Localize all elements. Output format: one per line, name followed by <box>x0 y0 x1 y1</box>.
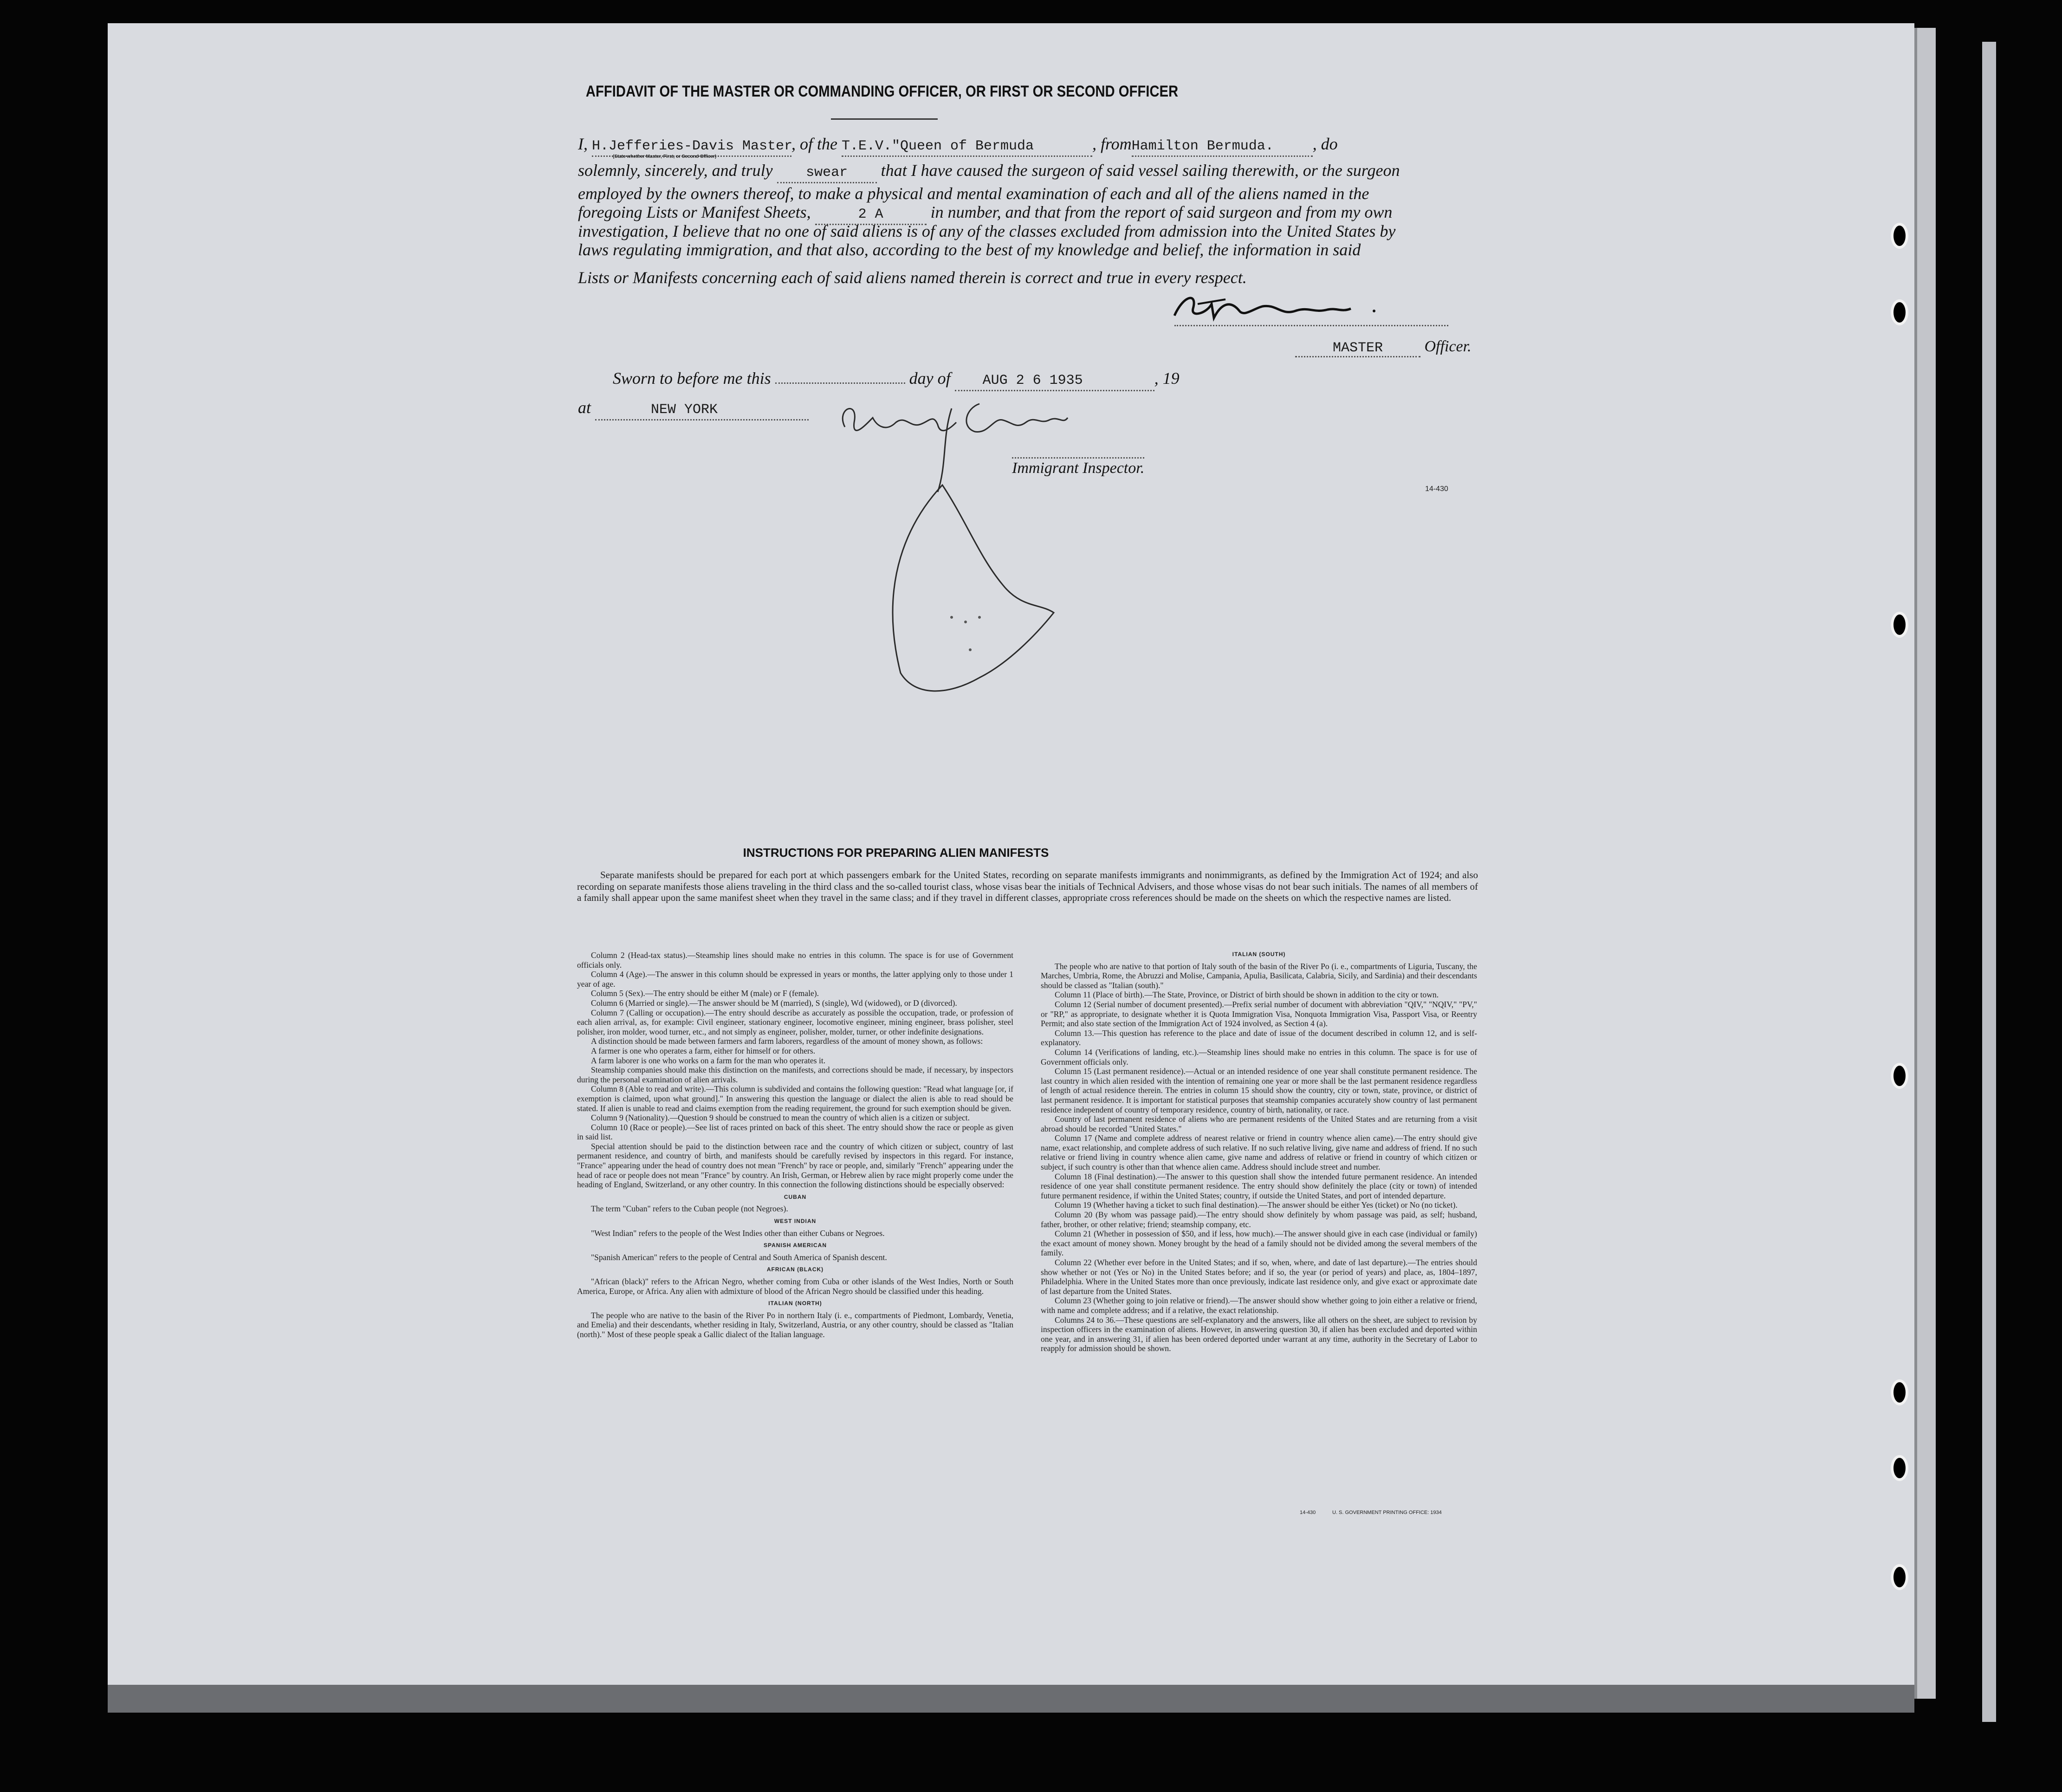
affidavit-line-4: foregoing Lists or Manifest Sheets, 2 A in number, and that from the report of said surgeon and from my own <box>578 203 1392 225</box>
officer-label: Officer. <box>1424 338 1472 355</box>
printer-credit: U. S. GOVERNMENT PRINTING OFFICE: 1934 <box>1332 1510 1442 1515</box>
signature-line <box>1174 325 1448 326</box>
affidavit-line-6: laws regulating immigration, and that also, according to the best of my knowledge and belief, the information in said <box>578 240 1361 259</box>
next-page-edge <box>1982 42 1996 1722</box>
officer-rank-caption: (State whether Master, First, or Second Officer) <box>613 154 717 159</box>
master-name: H.Jefferies-Davis Master <box>592 138 793 154</box>
form-number-top: 14-430 <box>1425 485 1448 493</box>
departure-port: Hamilton Bermuda. <box>1131 138 1274 154</box>
heading-african: AFRICAN (BLACK) <box>766 1266 824 1273</box>
officer-rank-row <box>1295 338 1472 357</box>
vessel-name: T.E.V."Queen of Bermuda <box>841 138 1034 154</box>
sworn-line: Sworn to before me this day of AUG 2 6 1935 , 19 <box>613 369 1180 391</box>
affidavit-line-1: I, H.Jefferies-Davis Master, of the T.E.V."Queen of Bermuda , fromHamilton Bermuda. , do <box>578 135 1338 157</box>
sworn-date: AUG 2 6 1935 <box>982 373 1083 388</box>
punch-hole <box>1891 299 1908 325</box>
heading-italian-south: ITALIAN (SOUTH) <box>1232 951 1286 957</box>
punch-hole <box>1891 1063 1908 1089</box>
punch-hole <box>1891 1379 1908 1405</box>
punch-hole <box>1891 223 1908 249</box>
punch-hole <box>1891 1455 1908 1481</box>
instructions-right-column: ITALIAN (SOUTH) The people who are native to that portion of Italy south of the basin of the River Po (i. e., compartments of Liguria, Tuscany, the Marches, Umbria, Rome, the Abruzzi and Molise, Campania, Apulia, Basilicata, Calabria, Sicily, and Sardinia) and their descendants should be classed as "Italian (south)." Column 11 (Place of birth).—The State, Province, or District of birth should be shown in addition to the city or town. Column 12 (Serial number of document presented).—Prefix serial number of document with abbreviation "QIV," "NQIV," "PV," or "RP," as appropriate, to designate whether it is Quota Immigration Visa, Nonquota Immigration Visa, Passport Visa, or Reentry Permit; and also state section of the Immigration Act of 1924 involved, as Section 4 (a). Column 13.—This question has reference to the place and date of issue of the document described in column 12, and is self-explanatory. Column 14 (Verifications of landing, etc.).—Steamship lines should make no entries in this column. The space is for use of Government officials only. Column 15 (Last permanent residence).—Actual or an intended residence of one year shall constitute permanent residence. The last country in which alien resided with the intention of remaining one year or more shall be the last permanent residence regardless of length of actual residence therein. The entries in column 15 should show the country, city or town, state, province, or district of last permanent residence. It is important for statistical purposes that steamship companies accurately show country of last permanent residence independent of country of temporary residence, country of birth, nationality, or race. Country of last permanent residence of aliens who are permanent residents of the United States and are returning from a visit abroad should be recorded "United States." Column 17 (Name and complete address of nearest relative or friend in country whence alien came).—The entry should give name, exact relationship, and complete address of such relative. If no such relative living, give name and address of friend. If no such relative or friend living in country whence alien came, give name and address of relative or friend in country of which citizen or subject, if such country is other than that whence alien came. Address should include street and number. Column 18 (Final destination).—The answer to this question shall show the intended future permanent residence. An intended residence of one year shall constitute permanent residence. The entry should show definitely the place (city or town) of intended future permanent residence, if within the United States; country, if outside the United States, and port of intended departure. Column 19 (Whether having a ticket to such final destination).—The answer should be either Yes (ticket) or No (no ticket). Column 20 (By whom was passage paid).—The entry should show definitely by whom passage was paid, as self; husband, father, brother, or other relative; friend; steamship company, etc. Column 21 (Whether in possession of $50, and if less, how much).—The answer should give in each case (individual or family) the exact amount of money shown. Money brought by the head of a family should not be divided among the several members of the family. Column 22 (Whether ever before in the United States; and if so, when, where, and date of last departure).—The entries should show whether or not (Yes or No) in the United States before; and if so, the year (or period of years) and place, as, 1804–1897, Philadelphia. Where in the United States more than once previously, indicate last residence only, and give exact or approximate date of last departure from the United States. Column 23 (Whether going to join relative or friend).—The answer should show whether going to join either a relative or friend, with name and complete address; and if a relative, the exact relationship. Columns 24 to 36.—These questions are self-explanatory and the answers, like all others on the sheet, are subject to revision by inspection officers in the examination of aliens. However, in answering question 30, if alien has been excluded and deported within one year, and in answering 31, if alien has been ordered deported under warrant at any time, authority in the Secretary of Labor to reapply for admission should be shown. <box>1041 947 1477 1520</box>
sworn-place: NEW YORK <box>651 402 718 418</box>
inspector-label: Immigrant Inspector. <box>1012 459 1145 477</box>
affidavit-line-7: Lists or Manifests concerning each of said aliens named therein is correct and true in every respect. <box>578 268 1247 287</box>
inspector-label-row <box>1012 457 1144 477</box>
oath-type: swear <box>806 165 848 181</box>
inspector-signature <box>826 399 1207 705</box>
heading-west-indian: WEST INDIAN <box>774 1218 817 1225</box>
affidavit-line-3: employed by the owners thereof, to make a physical and mental examination of each and all of the aliens named in the <box>578 184 1369 203</box>
instructions-left-column: Column 2 (Head-tax status).—Steamship lines should make no entries in this column. The space is for use of Government officials only. Column 4 (Age).—The answer in this column should be expressed in years or months, the latter applying only to those under 1 year of age. Column 5 (Sex).—The entry should be either M (male) or F (female). Column 6 (Married or single).—The answer should be M (married), S (single), Wd (widowed), or D (divorced). Column 7 (Calling or occupation).—The entry should describe as accurately as possible the occupation, trade, or profession of each alien arrival, as, for example: Civil engineer, stationary engineer, locomotive engineer, mining engineer, brass polisher, steel polisher, iron molder, wood turner, etc., and not simply as engineer, polisher, molder, turner, or other indefinite designations. A distinction should be made between farmers and farm laborers, regardless of the amount of money shown, as follows: A farmer is one who operates a farm, either for himself or for others. A farm laborer is one who works on a farm for the man who operates it. Steamship companies should make this distinction on the manifests, and corrections should be made, if necessary, by inspectors during the personal examination of alien arrivals. Column 8 (Able to read and write).—This column is subdivided and contains the following question: "Read what language [or, if exemption is claimed, upon what ground]." In answering this question the language or dialect the alien is able to read should be stated. If alien is unable to read and claims exemption from the reading requirement, the ground for such exemption should be given. Column 9 (Nationality).—Question 9 should be construed to mean the country of which alien is a citizen or subject. Column 10 (Race or people).—See list of races printed on back of this sheet. The entry should show the race or people as given in said list. Special attention should be paid to the distinction between race and the country of which citizen or subject, country of last permanent residence, and country of birth, and manifests should be carefully revised by inspectors in this regard. For instance, "France" appearing under the head of country does not mean "French" by race or people, and, similarly "French" appearing under the head of race or people does not mean "France" by country. An Irish, German, or Hebrew alien by race might properly come under the heading of England, Switzerland, or any other country. In this connection the following distinctions should be especially observed: CUBAN The term "Cuban" refers to the Cuban people (not Negroes). WEST INDIAN "West Indian" refers to the people of the West Indies other than either Cubans or Negroes. SPANISH AMERICAN "Spanish American" refers to the people of Central and South America of Spanish descent. AFRICAN (BLACK) "African (black)" refers to the African Negro, whether coming from Cuba or other islands of the West Indies, North or South America, Europe, or Africa. Any alien with admixture of blood of the African Negro should be classified under this heading. ITALIAN (NORTH) The people who are native to the basin of the River Po in northern Italy (i. e., compartments of Piedmont, Lombardy, Venetia, and Emelia) and their descendants, whether residing in Italy, Switzerland, Austria, or any other country, should be classed as "Italian (north)." Most of these people speak a Gallic dialect of the Italian language. <box>577 951 1013 1339</box>
form-number-bottom: 14-430 <box>1300 1510 1316 1515</box>
heading-cuban: CUBAN <box>784 1193 807 1200</box>
master-signature <box>1170 290 1430 327</box>
officer-rank: MASTER <box>1332 340 1383 356</box>
heading-italian-north: ITALIAN (NORTH) <box>768 1300 822 1307</box>
punch-hole <box>1891 1564 1908 1590</box>
affidavit-line-5: investigation, I believe that no one of said aliens is of any of the classes excluded from admission into the United States by <box>578 222 1396 240</box>
scan-bottom-band <box>108 1685 1914 1713</box>
instructions-intro: Separate manifests should be prepared for each port at which passengers embark for the United States, recording on separate manifests immigrants and nonimmigrants, as defined by the Immigration Act of 1924; and also recording on separate manifests those aliens traveling in the third class and the so-called tourist class, whose visas bear the initials of Technical Advisers, and those whose visas do not bear such initials. The names of all members of a family shall appear upon the same manifest sheet when they travel in the same class; and if they travel in different classes, appropriate cross references should be made on the sheets on which the respective names are listed. <box>577 869 1478 903</box>
sworn-place-line: at NEW YORK <box>578 398 809 421</box>
manifest-sheet-count: 2 A <box>858 207 883 222</box>
title-rule <box>831 118 938 120</box>
instructions-title: INSTRUCTIONS FOR PREPARING ALIEN MANIFESTS <box>743 846 1049 860</box>
heading-spanish-american: SPANISH AMERICAN <box>763 1242 827 1249</box>
binding-strip <box>1914 28 1936 1699</box>
punch-hole <box>1891 612 1908 638</box>
affidavit-title: AFFIDAVIT OF THE MASTER OR COMMANDING OFFICER, OR FIRST OR SECOND OFFICER <box>585 83 1179 100</box>
affidavit-line-2: solemnly, sincerely, and truly swear that I have caused the surgeon of said vessel sailing therewith, or the surgeon <box>578 161 1400 183</box>
